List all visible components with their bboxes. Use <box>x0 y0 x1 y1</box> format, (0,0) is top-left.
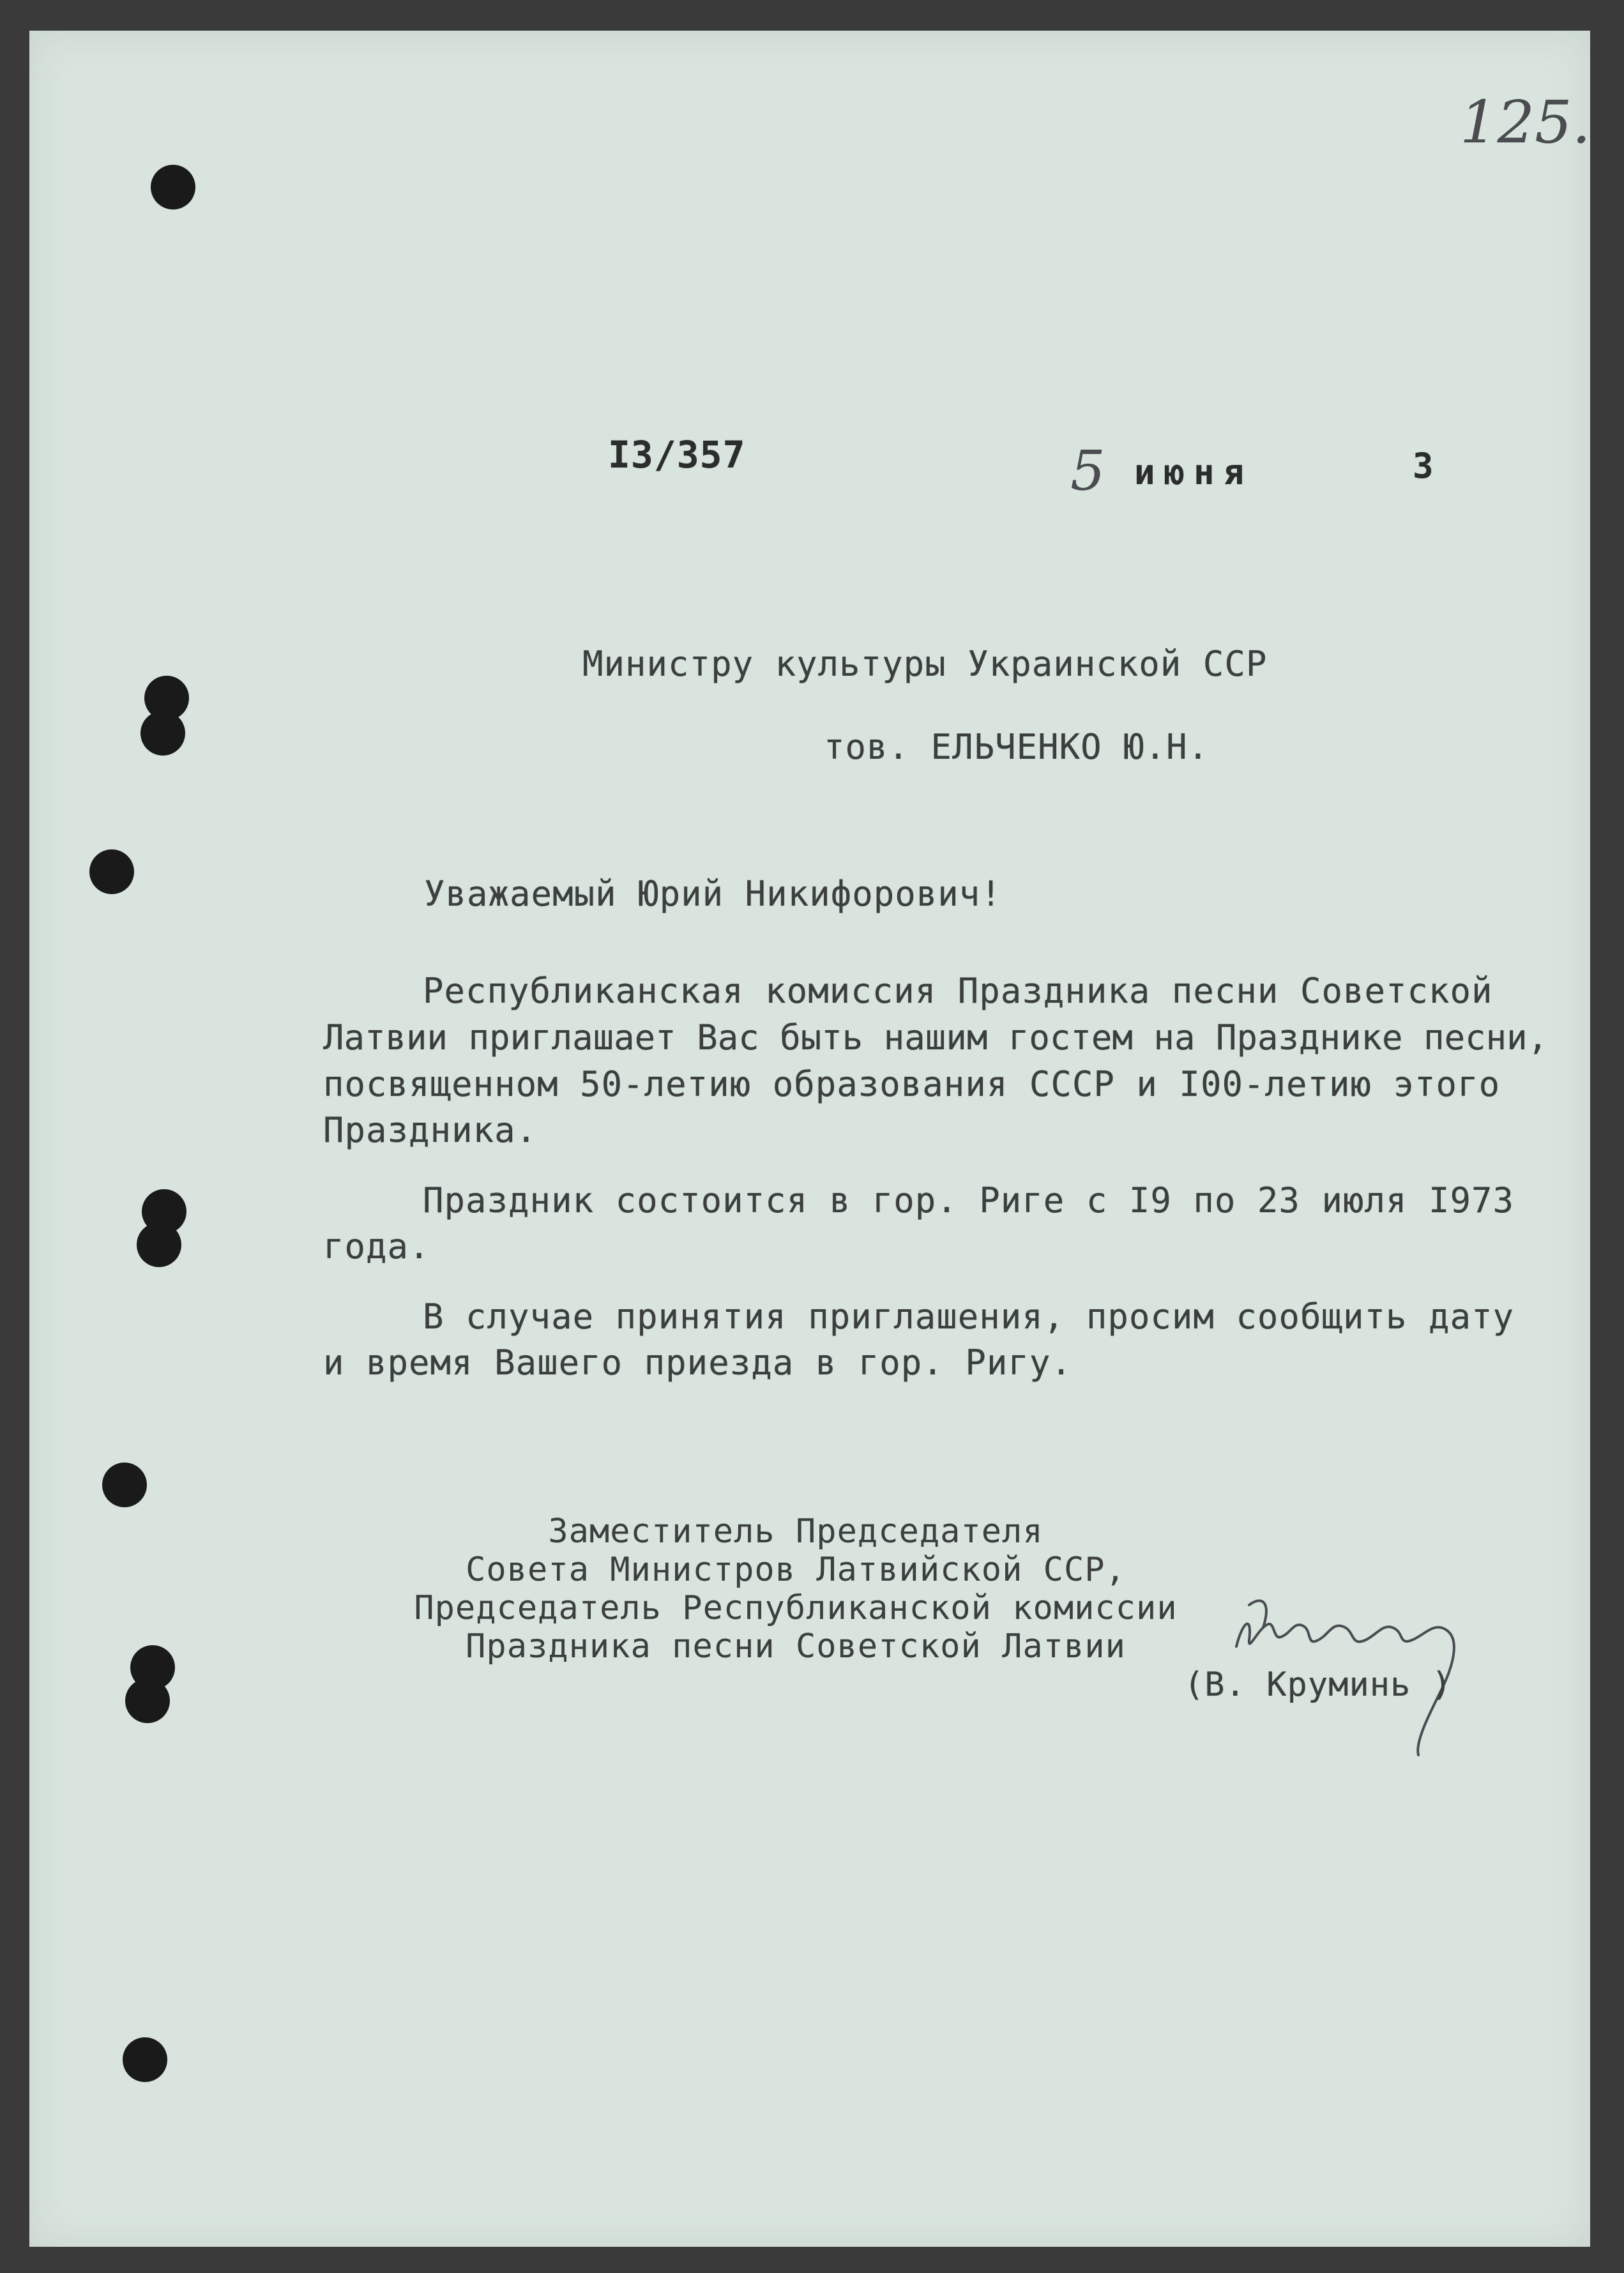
punch-hole <box>151 165 195 209</box>
document-page <box>29 31 1590 2247</box>
signatory-title <box>413 1512 1179 1666</box>
date-day: 5 <box>1070 439 1105 503</box>
date-year: 3 <box>1413 446 1434 486</box>
paragraph-3-line-2: и время Вашего приезда в гор. Ригу. <box>323 1342 1072 1383</box>
signatory-title-line-3: Председатель Республиканской комиссии <box>414 1589 1178 1627</box>
punch-hole <box>102 1463 147 1507</box>
reference-number: I3/357 <box>608 433 746 476</box>
paragraph-1-line-1: Республиканская комиссия Праздника песни Советской <box>423 971 1493 1011</box>
addressee-line-2: тов. ЕЛЬЧЕНКО Ю.Н. <box>824 727 1210 767</box>
punch-hole <box>89 849 134 894</box>
signatory-title-line-1: Заместитель Председателя <box>548 1512 1043 1551</box>
signatory-name: (В. Круминь ) <box>1184 1666 1452 1704</box>
page-number: 125. <box>1460 88 1591 156</box>
punch-hole <box>137 1222 181 1267</box>
salutation: Уважаемый Юрий Никифорович! <box>424 874 1002 914</box>
paragraph-2-line-2: года. <box>323 1226 430 1266</box>
punch-hole <box>140 711 185 756</box>
paragraph-3-line-1: В случае принятия приглашения, просим сообщить дату <box>423 1296 1515 1337</box>
paragraph-2-line-1: Праздник состоится в гор. Риге с I9 по 23 июля I973 <box>423 1180 1515 1220</box>
paragraph-1-line-2: Латвии приглашает Вас быть нашим гостем на Празднике песни, <box>323 1017 1549 1058</box>
punch-hole <box>123 2037 167 2082</box>
addressee-line-1: Министру культуры Украинской ССР <box>582 644 1268 684</box>
punch-hole <box>125 1678 170 1723</box>
signatory-title-line-2: Совета Министров Латвийской ССР, <box>466 1551 1126 1589</box>
date-month: июня <box>1134 452 1254 492</box>
paragraph-1-line-4: Праздника. <box>323 1110 538 1150</box>
paragraph-1-line-3: посвященном 50-летию образования СССР и I00-летию этого <box>323 1064 1501 1104</box>
signatory-title-line-4: Праздника песни Советской Латвии <box>466 1627 1126 1666</box>
